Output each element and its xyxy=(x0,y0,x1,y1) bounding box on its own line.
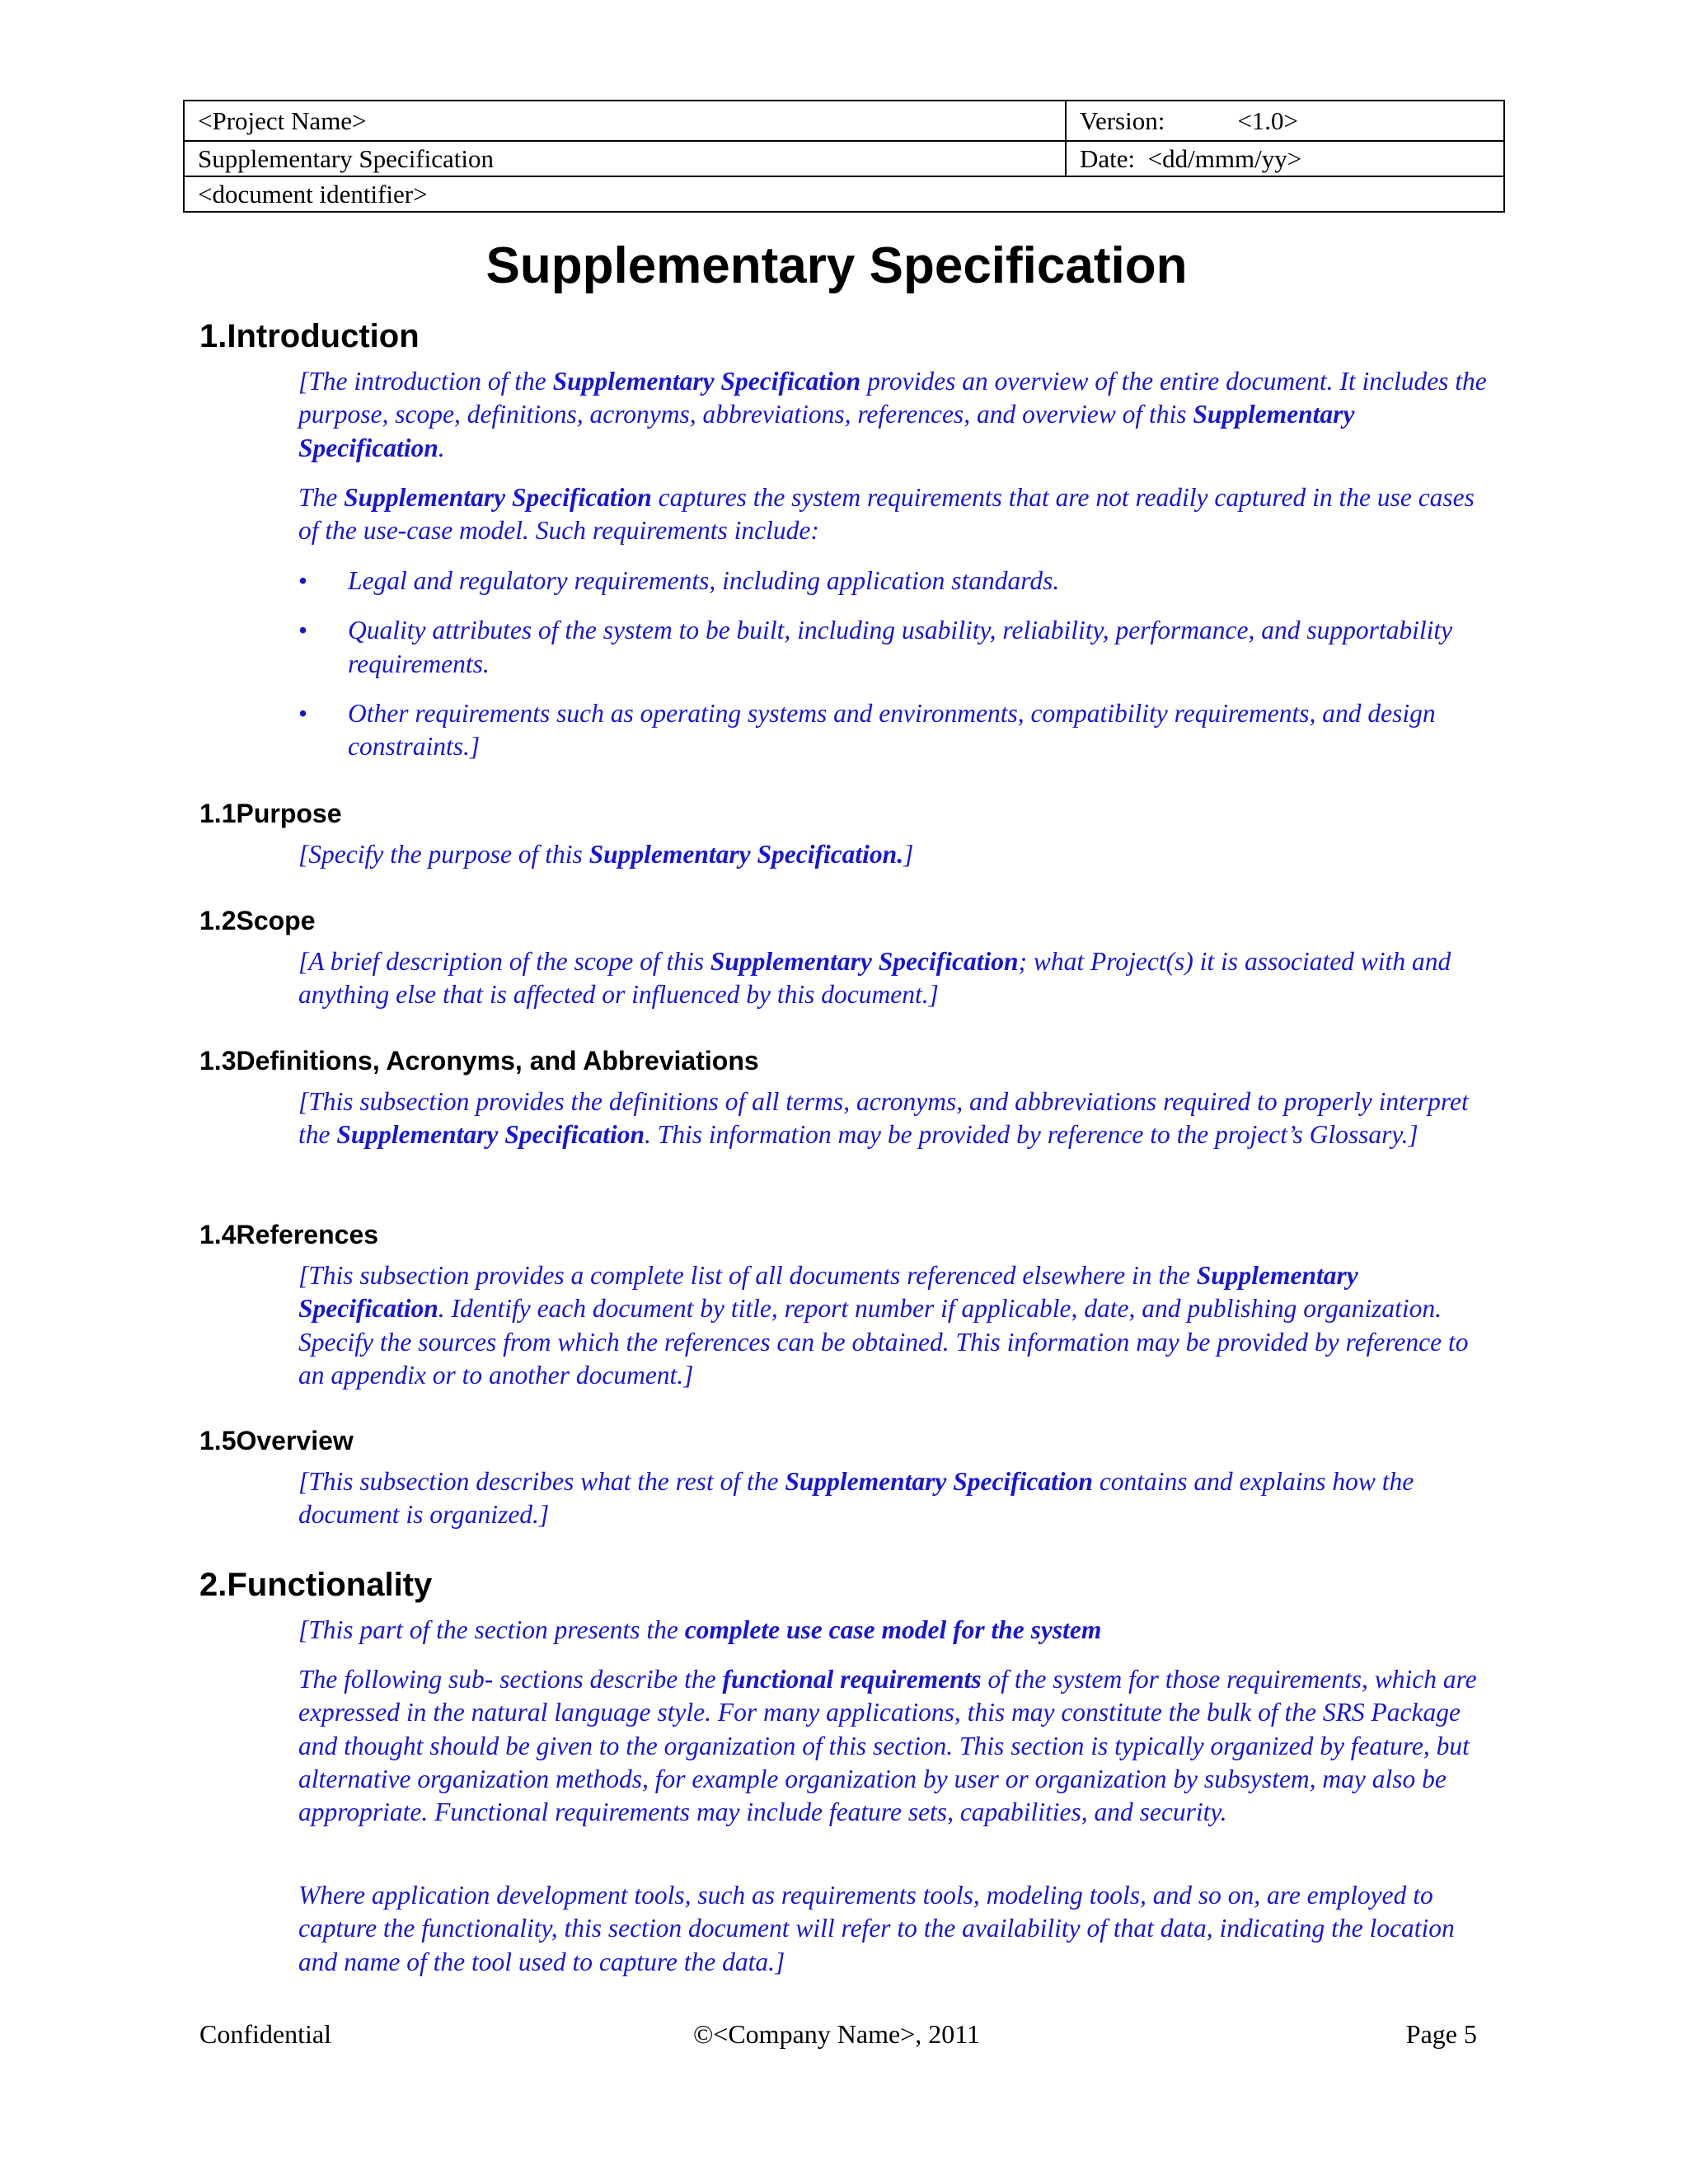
heading-purpose: 1.1Purpose xyxy=(199,799,342,828)
doc-identifier-cell: <document identifier> xyxy=(184,176,1504,212)
version-label: Version: xyxy=(1080,105,1165,135)
intro-paragraph-2: The Supplementary Specification captures the system requirements that are not readily captured in the use cases of the use-case model. Such requirements include: xyxy=(298,483,1475,546)
date-value: <dd/mmm/yy> xyxy=(1147,143,1302,173)
definitions-paragraph: [This subsection provides the definitions of all terms, acronyms, and abbreviations required to properly interpret the Supplementary Specification. This information may be provided by reference to the project’s Glossary.] xyxy=(298,1087,1469,1150)
project-name-cell: <Project Name> xyxy=(184,101,1066,141)
header-table xyxy=(183,100,1505,213)
heading-definitions: 1.3Definitions, Acronyms, and Abbreviations xyxy=(199,1046,759,1076)
doc-type-cell: Supplementary Specification xyxy=(184,141,1066,176)
version-cell xyxy=(1066,101,1504,141)
footer-page-number: Page 5 xyxy=(1405,2019,1477,2049)
heading-overview: 1.5Overview xyxy=(199,1426,354,1455)
functionality-paragraph-3: Where application development tools, such as requirements tools, modeling tools, and so on, are employed to capture the functionality, this section document will refer to the availability of that data, indicating the location and name of the tool used to capture the data.] xyxy=(298,1881,1455,1976)
document-title: Supplementary Specification xyxy=(485,237,1188,294)
version-value: <1.0> xyxy=(1237,105,1299,135)
heading-references: 1.4References xyxy=(199,1220,379,1249)
intro-paragraph-1: [The introduction of the Supplementary Specification provides an overview of the entire document. It includes the purpose, scope, definitions, acronyms, abbreviations, references, and overview of this Supplementary Specification. xyxy=(298,367,1487,462)
heading-functionality: 2.Functionality xyxy=(199,1567,433,1603)
list-item: • Quality attributes of the system to be built, including usability, reliability, performance, and supportability requirements. xyxy=(298,616,1453,678)
bullet-icon: • xyxy=(298,566,308,595)
requirements-bullet-list xyxy=(298,565,1493,780)
heading-introduction: 1.Introduction xyxy=(199,318,420,354)
date-label: Date: xyxy=(1080,143,1136,173)
functionality-paragraph-2: The following sub- sections describe the functional requirements of the system for those requirements, which are expressed in the natural language style. For many applications, this may constitute the bulk of the SRS Package and thought should be given to the organization of this section. This section is typically organized by feature, but alternative organization methods, for example organization by user or organization by subsystem, may also be appropriate. Functional requirements may include feature sets, capabilities, and security. xyxy=(298,1665,1477,1827)
list-item: • Legal and regulatory requirements, including application standards. xyxy=(298,565,1493,598)
footer-confidential: Confidential xyxy=(199,2019,331,2049)
purpose-paragraph: [Specify the purpose of this Supplementary Specification.] xyxy=(298,840,914,869)
bullet-icon: • xyxy=(298,698,308,728)
heading-scope: 1.2Scope xyxy=(199,906,316,935)
references-paragraph: [This subsection provides a complete list of all documents referenced elsewhere in the Supplementary Specification. Identify each document by title, report number if applicable, date, and publishing organization. Specify the sources from which the references can be obtained. This information may be provided by reference to an appendix or to another document.] xyxy=(298,1261,1469,1390)
overview-paragraph: [This subsection describes what the rest of the Supplementary Specification contains and explains how the document is organized.] xyxy=(298,1467,1414,1530)
functionality-paragraph-1: [This part of the section presents the complete use case model for the system xyxy=(298,1615,1102,1644)
date-cell xyxy=(1066,141,1504,176)
scope-paragraph: [A brief description of the scope of this Supplementary Specification; what Project(s) it is associated with and anything else that is affected or influenced by this document.] xyxy=(298,947,1451,1010)
bullet-icon: • xyxy=(298,616,308,645)
footer-copyright: ©<Company Name>, 2011 xyxy=(692,2019,981,2049)
list-item: • Other requirements such as operating systems and environments, compatibility requirements, and design constraints.] xyxy=(298,698,1436,762)
